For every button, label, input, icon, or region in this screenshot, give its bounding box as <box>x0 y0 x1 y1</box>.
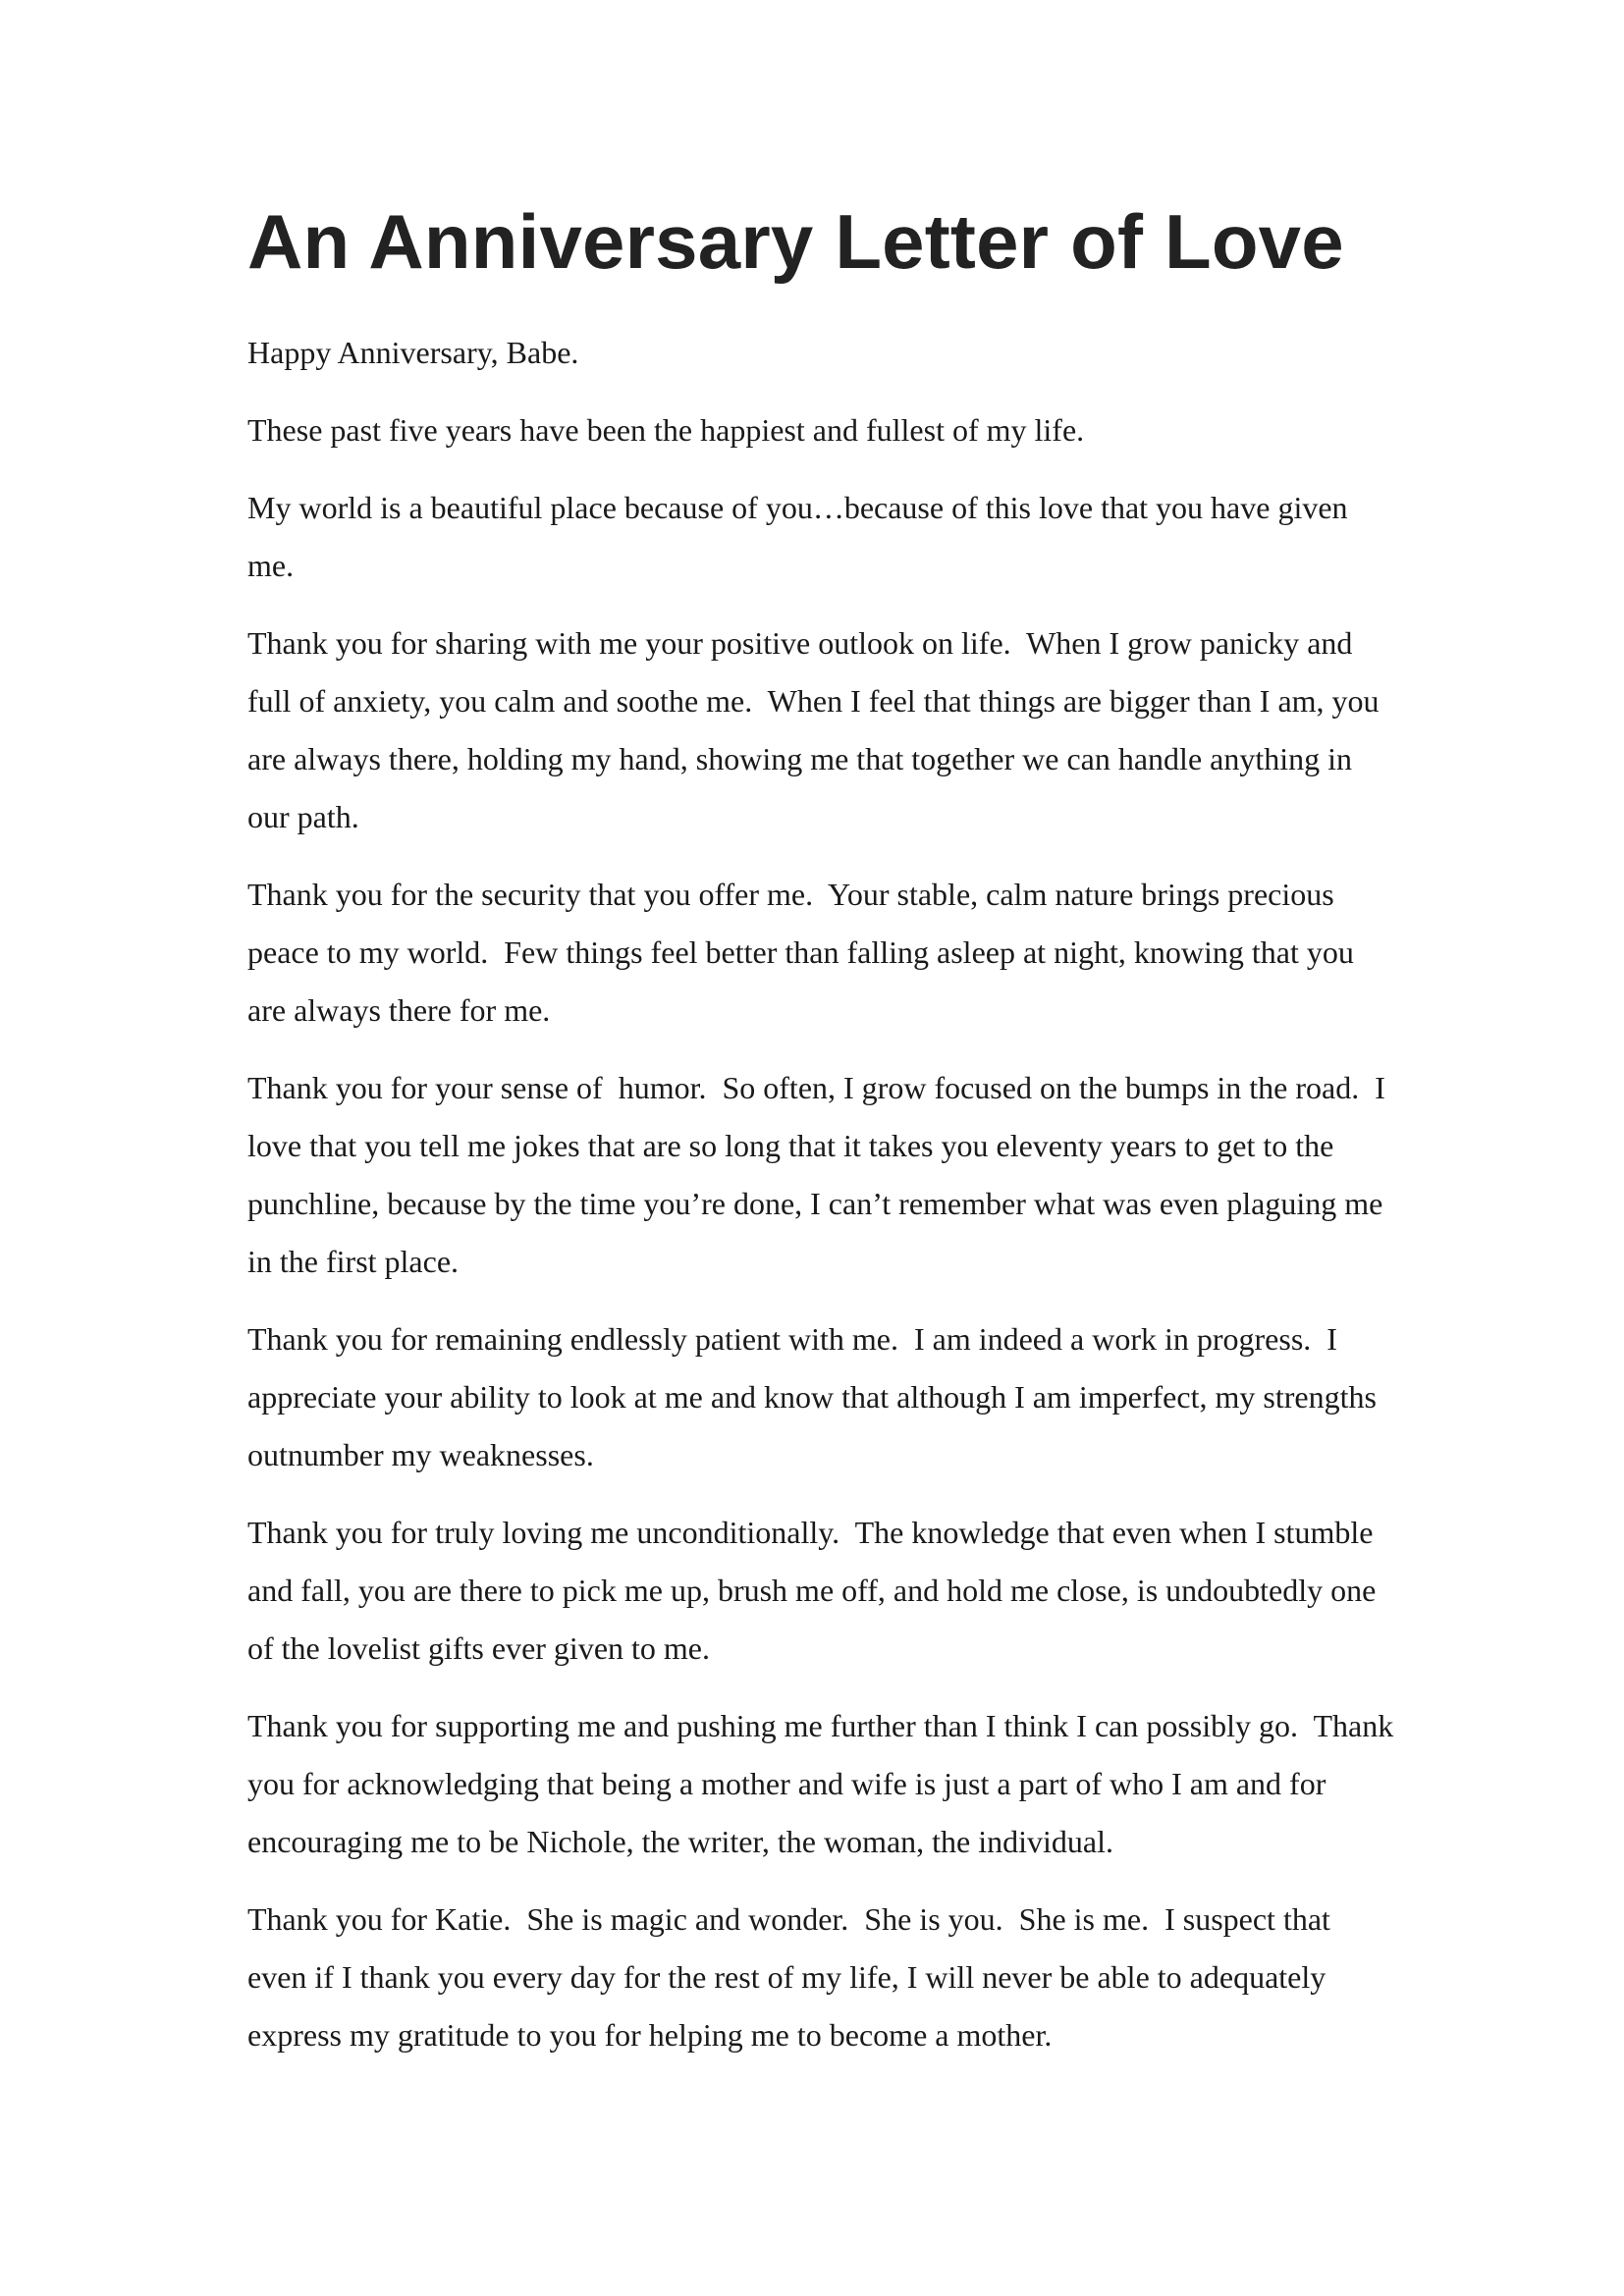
paragraph-7: Thank you for remaining endlessly patient with me. I am indeed a work in progress. I appreciate your ability to look at me and know that although I am imperfect, my strengths outnumber my weaknesses. <box>247 1320 1384 1472</box>
letter-page <box>247 196 1402 2084</box>
paragraph-8: Thank you for truly loving me unconditionally. The knowledge that even when I stumble and fall, you are there to pick me up, brush me off, and hold me close, is undoubtedly one of the lovelist gifts ever given to me. <box>247 1514 1384 1666</box>
paragraph-5: Thank you for the security that you offer me. Your stable, calm nature brings precious peace to my world. Few things feel better than falling asleep at night, knowing that you are always there for me. <box>247 876 1362 1028</box>
paragraph-greeting: Happy Anniversary, Babe. <box>247 334 579 370</box>
paragraph-3: My world is a beautiful place because of you…because of this love that you have given me. <box>247 489 1356 583</box>
paragraph-4: Thank you for sharing with me your positive outlook on life. When I grow panicky and full of anxiety, you calm and soothe me. When I feel that things are bigger than I am, you are always there, holding my hand, showing me that together we can handle anything in our path. <box>247 624 1387 834</box>
paragraph-6: Thank you for your sense of humor. So often, I grow focused on the bumps in the road. I love that you tell me jokes that are so long that it takes you eleventy years to get to the punchline, because by the time you’re done, I can’t remember what was even plaguing me in the first place. <box>247 1069 1393 1279</box>
paragraph-2: These past five years have been the happiest and fullest of my life. <box>247 411 1085 448</box>
paragraph-9: Thank you for supporting me and pushing me further than I think I can possibly go. Thank you for acknowledging that being a mother and wife is just a part of who I am and for encouraging me to be Nichole, the writer, the woman, the individual. <box>247 1707 1402 1859</box>
paragraph-10: Thank you for Katie. She is magic and wonder. She is you. She is me. I suspect that even if I thank you every day for the rest of my life, I will never be able to adequately express my gratitude to you for helping me to become a mother. <box>247 1900 1338 2053</box>
page-title: An Anniversary Letter of Love <box>247 198 1344 285</box>
